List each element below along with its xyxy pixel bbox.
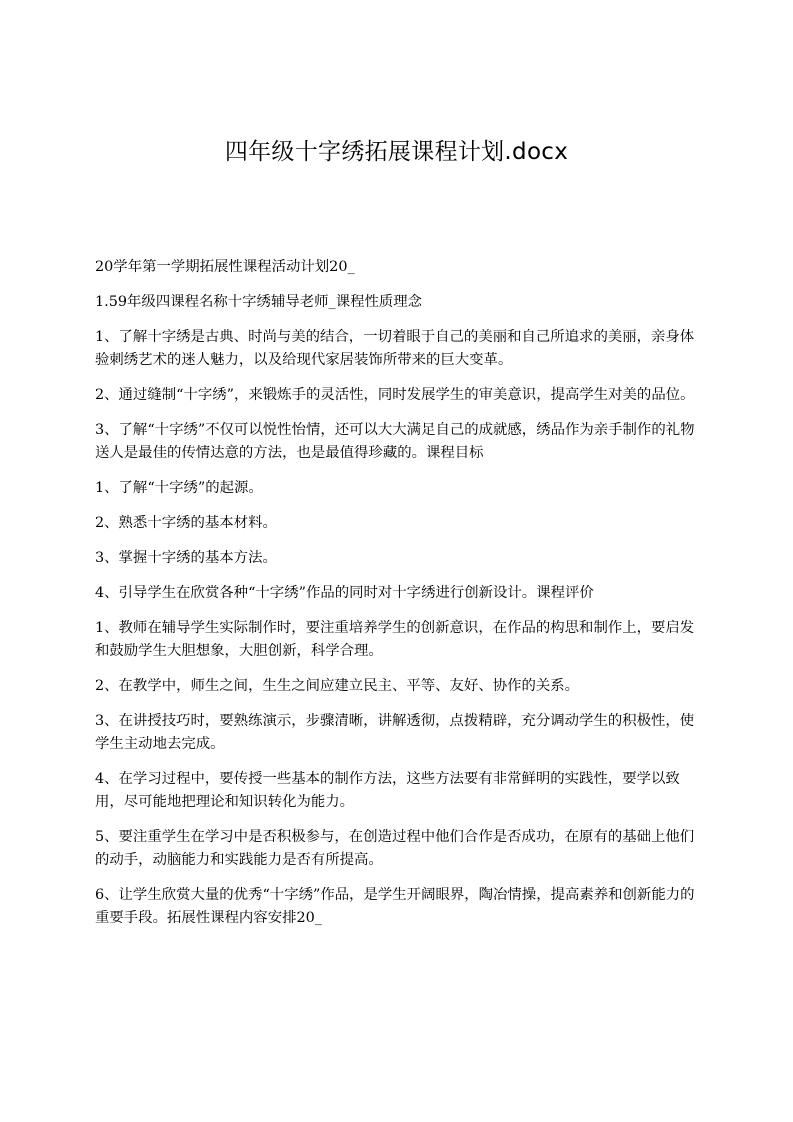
paragraph-15: 6、让学生欣赏大量的优秀“十字绣”作品，是学生开阔眼界，陶冶情操，提高素养和创新能力的重要手段。拓展性课程内容安排20_: [95, 887, 695, 926]
paragraph-5: 3、了解“十字绣”不仅可以悦性怡情，还可以大大满足自己的成就感，绣品作为亲手制作的礼物送人是最佳的传情达意的方法，也是最值得珍藏的。课程目标: [95, 422, 695, 461]
paragraph-7: 2、熟悉十字绣的基本材料。: [95, 515, 277, 531]
paragraph-1: 20学年第一学期拓展性课程活动计划20_: [95, 259, 355, 275]
paragraph-6: 1、了解“十字绣”的起源。: [95, 480, 263, 496]
paragraph-8: 3、掌握十字绣的基本方法。: [95, 550, 277, 566]
paragraph-11: 2、在教学中，师生之间，生生之间应建立民主、平等、友好、协作的关系。: [95, 678, 580, 694]
paragraph-3: 1、了解十字绣是古典、时尚与美的结合，一切着眼于自己的美丽和自己所追求的美丽，亲身体验刺绣艺术的迷人魅力，以及给现代家居装饰所带来的巨大变革。: [95, 329, 695, 368]
paragraph-14: 5、要注重学生在学习中是否积极参与，在创造过程中他们合作是否成功，在原有的基础上他们的动手，动脑能力和实践能力是否有所提高。: [95, 829, 695, 868]
paragraph-10: 1、教师在辅导学生实际制作时，要注重培养学生的创新意识，在作品的构思和制作上，要启发和鼓励学生大胆想象，大胆创新，科学合理。: [95, 620, 695, 659]
document-title: 四年级十字绣拓展课程计划.docx: [224, 139, 569, 165]
paragraph-9: 4、引导学生在欣赏各种“十字绣”作品的同时对十字绣进行创新设计。课程评价: [95, 585, 594, 601]
document-body: [95, 256, 707, 942]
paragraph-13: 4、在学习过程中，要传授一些基本的制作方法，这些方法要有非常鲜明的实践性，要学以致用，尽可能地把理论和知识转化为能力。: [95, 771, 680, 810]
paragraph-12: 3、在讲授技巧时，要熟练演示，步骤清晰，讲解透彻，点拨精辟，充分调动学生的积极性，使学生主动地去完成。: [95, 713, 695, 752]
paragraph-4: 2、通过缝制“十字绣”，来锻炼手的灵活性，同时发展学生的审美意识，提高学生对美的品位。: [95, 387, 695, 403]
paragraph-2: 1.59年级四课程名称十字绣辅导老师_课程性质理念: [95, 294, 423, 310]
